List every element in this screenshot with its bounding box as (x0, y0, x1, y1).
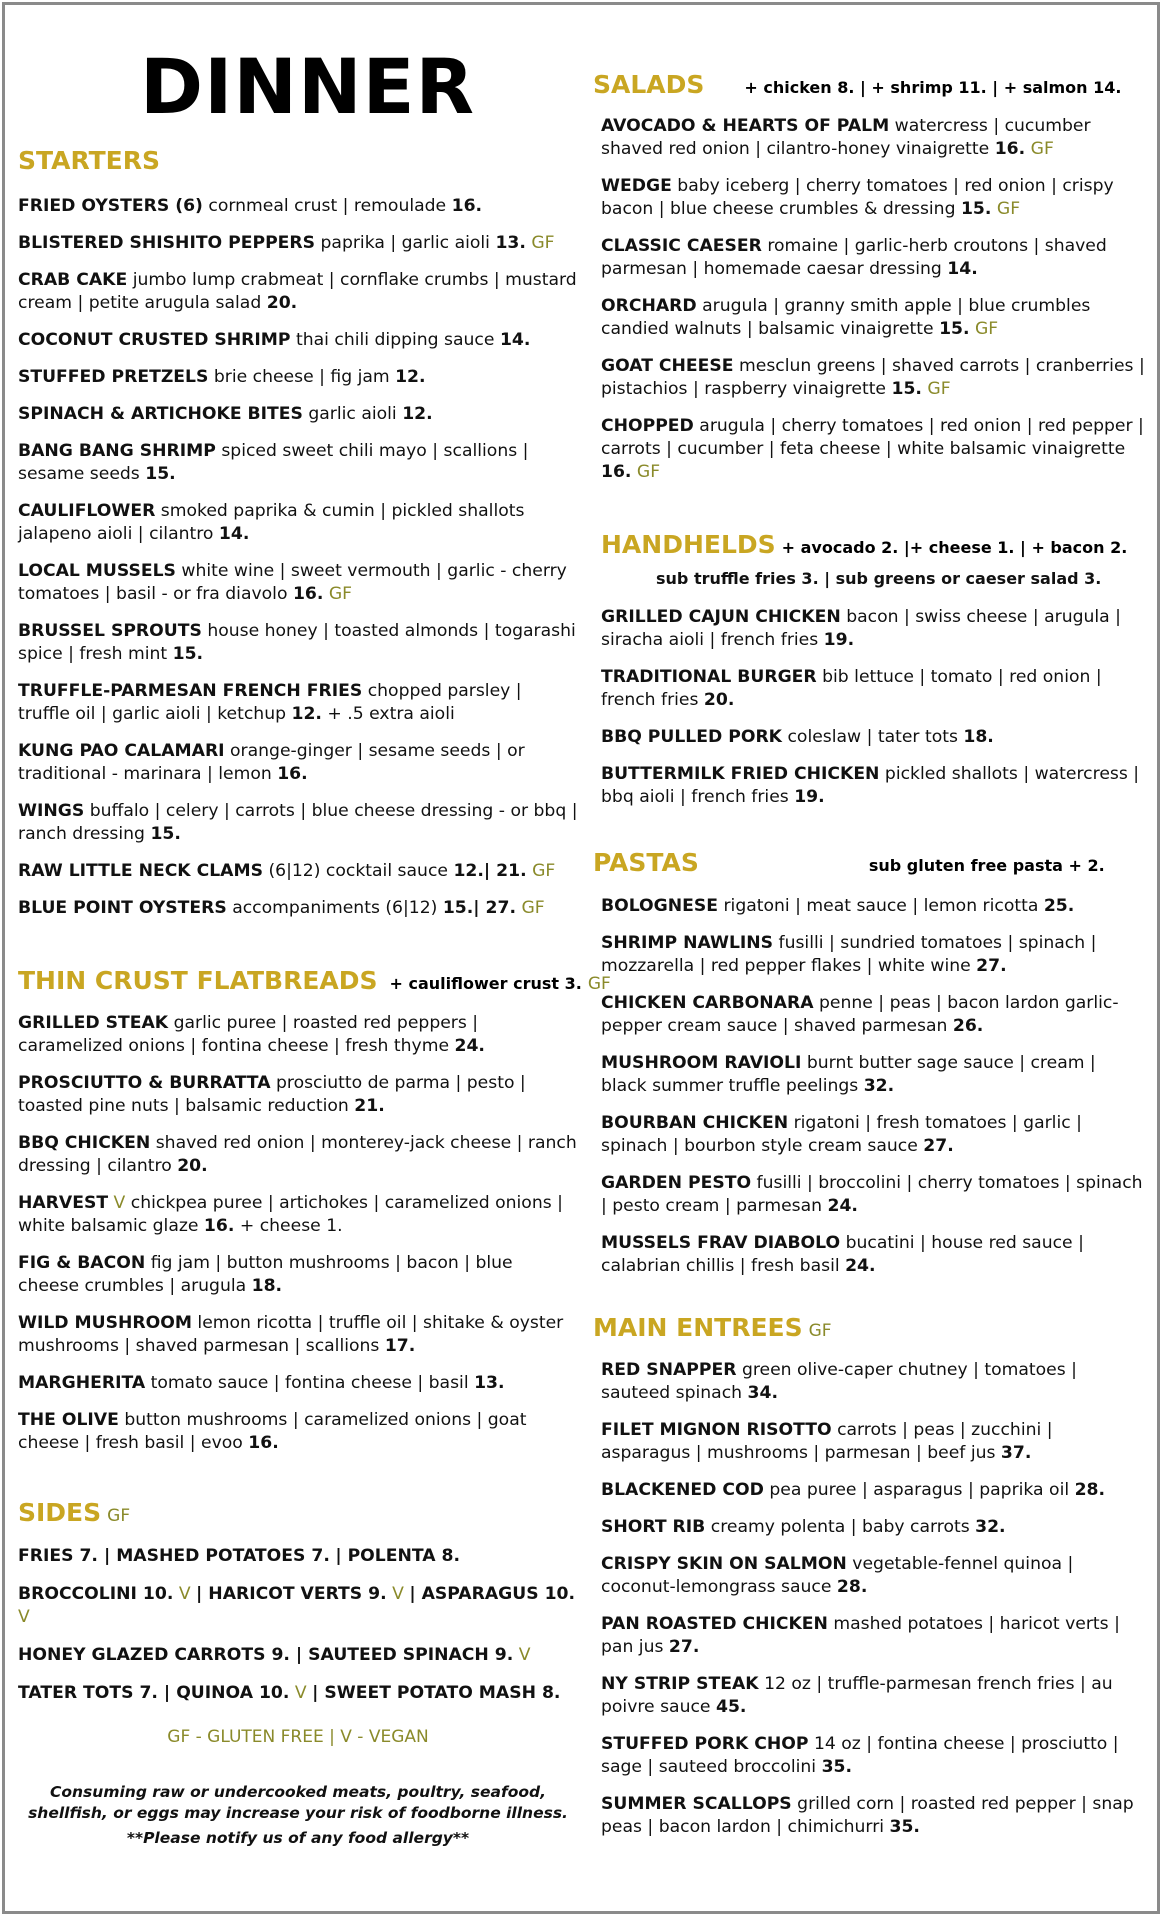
item-description: house honey | toasted almonds | togarashi spice | fresh mint (18, 621, 576, 664)
menu-item (601, 666, 1145, 712)
section-heading-salads: SALADS + chicken 8. | + shrimp 11. | + salmon 14. (593, 70, 1122, 99)
item-description: fusilli | sundried tomatoes | spinach | mozzarella | red pepper flakes | white wine (601, 933, 1097, 976)
menu-item (18, 329, 578, 352)
item-price: 16. (601, 462, 632, 482)
item-name: PAN ROASTED CHICKEN (601, 1614, 828, 1634)
item-name: WILD MUSHROOM (18, 1313, 192, 1333)
item-description: rigatoni | meat sauce | lemon ricotta (723, 896, 1039, 916)
item-price: 32. (863, 1076, 895, 1096)
gf-tag: GF (927, 379, 951, 399)
menu-item (18, 800, 578, 846)
item-name: GRILLED STEAK (18, 1013, 169, 1033)
side-item: | ASPARAGUS 10. (409, 1584, 576, 1604)
flatbreads-list (18, 1012, 578, 1469)
item-name: CRISPY SKIN ON SALMON (601, 1554, 847, 1574)
item-price: 12. (395, 367, 426, 387)
menu-item (18, 269, 578, 315)
side-item: FRIES 7. | MASHED POTATOES 7. (18, 1546, 330, 1566)
item-name: THE OLIVE (18, 1410, 119, 1430)
handhelds-note: + avocado 2. |+ cheese 1. | + bacon 2. (781, 538, 1128, 557)
item-price: 27. (923, 1136, 954, 1156)
item-price: 15. (960, 199, 992, 219)
item-description: burnt butter sage sauce | cream | black summer truffle peelings (601, 1053, 1096, 1096)
item-description: button mushrooms | caramelized onions | goat cheese | fresh basil | evoo (18, 1410, 527, 1453)
item-price: 16. (203, 1216, 235, 1236)
item-description: 14 oz | fontina cheese | prosciutto | sage | sauteed broccolini (601, 1734, 1119, 1777)
handhelds-note-2: sub truffle fries 3. | sub greens or caeser salad 3. (656, 569, 1102, 588)
vegan-tag: V (294, 1683, 307, 1703)
item-price: 12. (291, 704, 322, 724)
menu-item (18, 1012, 578, 1058)
side-item: BROCCOLINI 10. (18, 1584, 174, 1604)
item-name: GRILLED CAJUN CHICKEN (601, 607, 841, 627)
side-item: | POLENTA 8. (335, 1546, 461, 1566)
item-price: 14. (947, 259, 978, 279)
warning-line-3: **Please notify us of any food allergy** (126, 1829, 470, 1847)
menu-item (601, 355, 1145, 401)
menu-item (18, 1252, 578, 1298)
salads-note: + chicken 8. | + shrimp 11. | + salmon 14. (744, 78, 1122, 97)
menu-item (18, 1372, 578, 1395)
section-heading-entrees: MAIN ENTREES GF (593, 1313, 832, 1342)
item-name: RAW LITTLE NECK CLAMS (18, 861, 263, 881)
item-name: BOURBAN CHICKEN (601, 1113, 789, 1133)
item-name: FRIED OYSTERS (6) (18, 196, 203, 216)
item-name: TRUFFLE-PARMESAN FRENCH FRIES (18, 681, 363, 701)
menu-item (601, 1793, 1145, 1839)
item-description: coleslaw | tater tots (787, 727, 958, 747)
item-description: (6|12) cocktail sauce (268, 861, 448, 881)
item-name: SUMMER SCALLOPS (601, 1794, 792, 1814)
item-description: bucatini | house red sauce | calabrian chillis | fresh basil (601, 1233, 1084, 1276)
item-price: 14. (499, 330, 531, 350)
menu-item (601, 115, 1145, 161)
menu-item (18, 195, 578, 218)
item-name: AVOCADO & HEARTS OF PALM (601, 116, 890, 136)
item-description: bacon | swiss cheese | arugula | siracha aioli | french fries (601, 607, 1121, 650)
item-name: GARDEN PESTO (601, 1173, 752, 1193)
item-description: grilled corn | roasted red pepper | snap peas | bacon lardon | chimichurri (601, 1794, 1134, 1837)
flatbreads-note: + cauliflower crust 3. (389, 974, 582, 993)
menu-item (601, 175, 1145, 221)
menu-item (18, 232, 578, 255)
entrees-gf-tag: GF (808, 1321, 832, 1341)
menu-item (601, 1613, 1145, 1659)
item-extra: + .5 extra aioli (327, 704, 455, 724)
item-price: 16. (994, 139, 1026, 159)
menu-item (18, 403, 578, 426)
item-name: MARGHERITA (18, 1373, 146, 1393)
gf-tag: GF (636, 462, 661, 482)
vegan-tag: V (392, 1584, 404, 1604)
menu-item (601, 1553, 1145, 1599)
item-price: 27. (668, 1637, 700, 1657)
menu-item (18, 1312, 578, 1358)
item-name: KUNG PAO CALAMARI (18, 741, 225, 761)
item-description: chickpea puree | artichokes | caramelized onions | white balsamic glaze (18, 1193, 563, 1236)
item-description: jumbo lump crabmeat | cornflake crumbs | mustard cream | petite arugula salad (18, 270, 577, 313)
gf-tag: GF (521, 898, 545, 918)
sides-row (18, 1545, 578, 1568)
sides-list (18, 1545, 578, 1720)
item-price: 15.| 27. (442, 898, 516, 918)
item-description: tomato sauce | fontina cheese | basil (150, 1373, 469, 1393)
item-name: MUSSELS FRAV DIABOLO (601, 1233, 841, 1253)
item-name: CRAB CAKE (18, 270, 128, 290)
gf-tag: GF (328, 584, 353, 604)
item-price: 20. (266, 293, 298, 313)
item-name: SPINACH & ARTICHOKE BITES (18, 404, 303, 424)
item-price: 24. (845, 1256, 876, 1276)
item-price: 45. (715, 1697, 747, 1717)
item-name: CLASSIC CAESER (601, 236, 762, 256)
item-price: 24. (827, 1196, 858, 1216)
item-description: garlic aioli (308, 404, 397, 424)
menu-item (18, 680, 578, 726)
salads-list (601, 115, 1145, 498)
menu-item (601, 1172, 1145, 1218)
item-name: SHORT RIB (601, 1517, 706, 1537)
gf-tag: GF (531, 233, 555, 253)
item-price: 16. (292, 584, 324, 604)
item-description: buffalo | celery | carrots | blue cheese dressing - or bbq | ranch dressing (18, 801, 578, 844)
gf-tag: GF (996, 199, 1021, 219)
item-description: paprika | garlic aioli (320, 233, 490, 253)
menu-item (601, 1232, 1145, 1278)
item-price: 16. (248, 1433, 279, 1453)
item-name: BLUE POINT OYSTERS (18, 898, 227, 918)
menu-item (601, 992, 1145, 1038)
item-description: shaved red onion | monterey-jack cheese | ranch dressing | cilantro (18, 1133, 577, 1176)
item-description: romaine | garlic-herb croutons | shaved parmesan | homemade caesar dressing (601, 236, 1107, 279)
item-price: 18. (963, 727, 994, 747)
item-description: brie cheese | fig jam (213, 367, 390, 387)
item-description: lemon ricotta | truffle oil | shitake & oyster mushrooms | shaved parmesan | scallions (18, 1313, 564, 1356)
item-name: CHOPPED (601, 416, 694, 436)
menu-item (601, 235, 1145, 281)
legend: GF - GLUTEN FREE | V - VEGAN (167, 1727, 429, 1747)
item-price: 12.| 21. (453, 861, 527, 881)
item-description: mashed potatoes | haricot verts | pan jus (601, 1614, 1120, 1657)
item-name: BLACKENED COD (601, 1480, 764, 1500)
item-name: RED SNAPPER (601, 1360, 737, 1380)
item-name: BBQ PULLED PORK (601, 727, 783, 747)
item-name: PROSCIUTTO & BURRATTA (18, 1073, 271, 1093)
menu-item (18, 620, 578, 666)
item-name: LOCAL MUSSELS (18, 561, 176, 581)
section-heading-starters: STARTERS (18, 146, 160, 175)
pastas-list (601, 895, 1145, 1292)
item-description: arugula | granny smith apple | blue crumbles candied walnuts | balsamic vinaigrette (601, 296, 1091, 339)
item-name: BUTTERMILK FRIED CHICKEN (601, 764, 880, 784)
item-price: 34. (747, 1383, 778, 1403)
menu-item (601, 295, 1145, 341)
item-name: BOLOGNESE (601, 896, 719, 916)
item-price: 19. (823, 630, 855, 650)
entrees-list (601, 1359, 1145, 1853)
item-name: STUFFED PORK CHOP (601, 1734, 809, 1754)
item-price: 21. (354, 1096, 385, 1116)
item-name: WINGS (18, 801, 85, 821)
item-description: arugula | cherry tomatoes | red onion | red pepper | carrots | cucumber | feta cheese | white balsamic vinaigrette (601, 416, 1144, 459)
menu-item (18, 1072, 578, 1118)
side-item: HONEY GLAZED CARROTS 9. | SAUTEED SPINACH 9. (18, 1645, 514, 1665)
item-name: FILET MIGNON RISOTTO (601, 1420, 832, 1440)
item-description: pea puree | asparagus | paprika oil (769, 1480, 1070, 1500)
item-price: 13. (495, 233, 526, 253)
menu-item (18, 366, 578, 389)
menu-item (18, 1192, 578, 1238)
item-price: 15. (172, 644, 204, 664)
side-item: | SWEET POTATO MASH 8. (312, 1683, 561, 1703)
gf-tag: GF (974, 319, 999, 339)
sides-row (18, 1583, 578, 1629)
menu-item (601, 1733, 1145, 1779)
item-price: 12. (402, 404, 433, 424)
item-description: green olive-caper chutney | tomatoes | sauteed spinach (601, 1360, 1077, 1403)
item-price: 32. (975, 1517, 1006, 1537)
item-description: white wine | sweet vermouth | garlic - cherry tomatoes | basil - or fra diavolo (18, 561, 567, 604)
item-name: NY STRIP STEAK (601, 1674, 759, 1694)
item-price: 20. (177, 1156, 208, 1176)
item-name: WEDGE (601, 176, 672, 196)
item-price: 15. (150, 824, 181, 844)
item-description: fusilli | broccolini | cherry tomatoes | spinach | pesto cream | parmesan (601, 1173, 1143, 1216)
section-heading-pastas: PASTAS sub gluten free pasta + 2. (593, 848, 1105, 877)
item-description: vegetable-fennel quinoa | coconut-lemongrass sauce (601, 1554, 1074, 1597)
menu-item (18, 1409, 578, 1455)
item-description: pickled shallots | watercress | bbq aioli | french fries (601, 764, 1140, 807)
gf-tag: GF (532, 861, 556, 881)
item-price: 15. (939, 319, 970, 339)
item-price: 25. (1043, 896, 1075, 916)
section-heading-flatbreads: THIN CRUST FLATBREADS + cauliflower crust 3. GF (18, 966, 611, 995)
menu-item (601, 415, 1145, 484)
item-price: 27. (976, 956, 1007, 976)
vegan-tag: V (18, 1607, 30, 1627)
side-item: | HARICOT VERTS 9. (196, 1584, 387, 1604)
menu-item (601, 1359, 1145, 1405)
item-description: baby iceberg | cherry tomatoes | red onion | crispy bacon | blue cheese crumbles & dressing (601, 176, 1114, 219)
page-title: DINNER (140, 42, 476, 131)
menu-item (18, 860, 578, 883)
item-description: 12 oz | truffle-parmesan french fries | au poivre sauce (601, 1674, 1113, 1717)
item-description: thai chili dipping sauce (295, 330, 495, 350)
warning-line-1: Consuming raw or undercooked meats, poultry, seafood, (50, 1783, 546, 1801)
handhelds-list (601, 606, 1145, 823)
item-price: 37. (1000, 1443, 1032, 1463)
item-description: creamy polenta | baby carrots (710, 1517, 970, 1537)
item-description: prosciutto de parma | pesto | toasted pine nuts | balsamic reduction (18, 1073, 526, 1116)
item-description: rigatoni | fresh tomatoes | garlic | spinach | bourbon style cream sauce (601, 1113, 1082, 1156)
menu-item (601, 932, 1145, 978)
pastas-note: sub gluten free pasta + 2. (868, 856, 1105, 875)
item-description: smoked paprika & cumin | pickled shallots jalapeno aioli | cilantro (18, 501, 525, 544)
item-description: bib lettuce | tomato | red onion | french fries (601, 667, 1102, 710)
menu-item (601, 1052, 1145, 1098)
menu-item (18, 560, 578, 606)
menu-item (601, 606, 1145, 652)
side-item: TATER TOTS 7. | QUINOA 10. (18, 1683, 290, 1703)
item-description: watercress | cucumber shaved red onion | cilantro-honey vinaigrette (601, 116, 1091, 159)
item-name: COCONUT CRUSTED SHRIMP (18, 330, 291, 350)
item-name: HARVEST (18, 1193, 109, 1213)
section-heading-sides: SIDES GF (18, 1498, 131, 1527)
allergy-warning (18, 1782, 578, 1849)
sides-row (18, 1644, 578, 1667)
starters-list (18, 195, 578, 934)
item-price: 16. (451, 196, 483, 216)
item-description: spiced sweet chili mayo | scallions | sesame seeds (18, 441, 529, 484)
item-description: accompaniments (6|12) (232, 898, 438, 918)
menu-item (18, 500, 578, 546)
item-price: 15. (891, 379, 922, 399)
warning-line-2: shellfish, or eggs may increase your risk of foodborne illness. (28, 1804, 568, 1822)
item-price: 17. (384, 1336, 416, 1356)
menu-item (601, 726, 1145, 749)
item-price: 18. (251, 1276, 283, 1296)
item-price: 15. (145, 464, 176, 484)
item-extra: + cheese 1. (239, 1216, 343, 1236)
item-price: 28. (1074, 1480, 1106, 1500)
item-description: penne | peas | bacon lardon garlic-pepper cream sauce | shaved parmesan (601, 993, 1119, 1036)
menu-item (18, 1132, 578, 1178)
item-name: STUFFED PRETZELS (18, 367, 209, 387)
item-name: ORCHARD (601, 296, 697, 316)
item-price: 14. (218, 524, 250, 544)
item-price: 24. (454, 1036, 485, 1056)
item-name: BLISTERED SHISHITO PEPPERS (18, 233, 316, 253)
vegan-tag: V (178, 1584, 191, 1604)
item-name: CHICKEN CARBONARA (601, 993, 814, 1013)
item-name: BBQ CHICKEN (18, 1133, 151, 1153)
menu-item (601, 895, 1145, 918)
item-name: BANG BANG SHRIMP (18, 441, 216, 461)
menu-item (601, 1673, 1145, 1719)
sides-row (18, 1682, 578, 1705)
gf-tag: GF (1030, 139, 1054, 159)
menu-item (18, 440, 578, 486)
item-price: 28. (836, 1577, 868, 1597)
menu-item (601, 1479, 1145, 1502)
flatbreads-gf-tag: GF (587, 974, 611, 994)
menu-item (601, 1419, 1145, 1465)
menu-item (18, 897, 578, 920)
item-name: TRADITIONAL BURGER (601, 667, 817, 687)
sides-gf-tag: GF (107, 1506, 131, 1526)
menu-item (601, 763, 1145, 809)
item-description: cornmeal crust | remoulade (208, 196, 447, 216)
item-name: CAULIFLOWER (18, 501, 156, 521)
item-price: 16. (277, 764, 308, 784)
item-name: GOAT CHEESE (601, 356, 734, 376)
item-name: BRUSSEL SPROUTS (18, 621, 202, 641)
item-description: orange-ginger | sesame seeds | or traditional - marinara | lemon (18, 741, 525, 784)
item-price: 35. (821, 1757, 853, 1777)
vegan-tag: V (113, 1193, 126, 1213)
item-name: MUSHROOM RAVIOLI (601, 1053, 802, 1073)
item-description: carrots | peas | zucchini | asparagus | mushrooms | parmesan | beef jus (601, 1420, 1053, 1463)
item-price: 26. (952, 1016, 984, 1036)
menu-item (601, 1516, 1145, 1539)
item-name: FIG & BACON (18, 1253, 146, 1273)
vegan-tag: V (518, 1645, 531, 1665)
section-heading-handhelds: HANDHELDS + avocado 2. |+ cheese 1. | + bacon 2. (601, 530, 1128, 559)
item-price: 35. (889, 1817, 920, 1837)
item-description: chopped parsley | truffle oil | garlic aioli | ketchup (18, 681, 522, 724)
item-price: 19. (794, 787, 825, 807)
item-price: 20. (703, 690, 735, 710)
item-name: SHRIMP NAWLINS (601, 933, 774, 953)
menu-item (601, 1112, 1145, 1158)
menu-item (18, 740, 578, 786)
item-price: 13. (474, 1373, 505, 1393)
item-description: mesclun greens | shaved carrots | cranberries | pistachios | raspberry vinaigrette (601, 356, 1145, 399)
item-description: garlic puree | roasted red peppers | caramelized onions | fontina cheese | fresh thyme (18, 1013, 479, 1056)
item-description: fig jam | button mushrooms | bacon | blue cheese crumbles | arugula (18, 1253, 513, 1296)
